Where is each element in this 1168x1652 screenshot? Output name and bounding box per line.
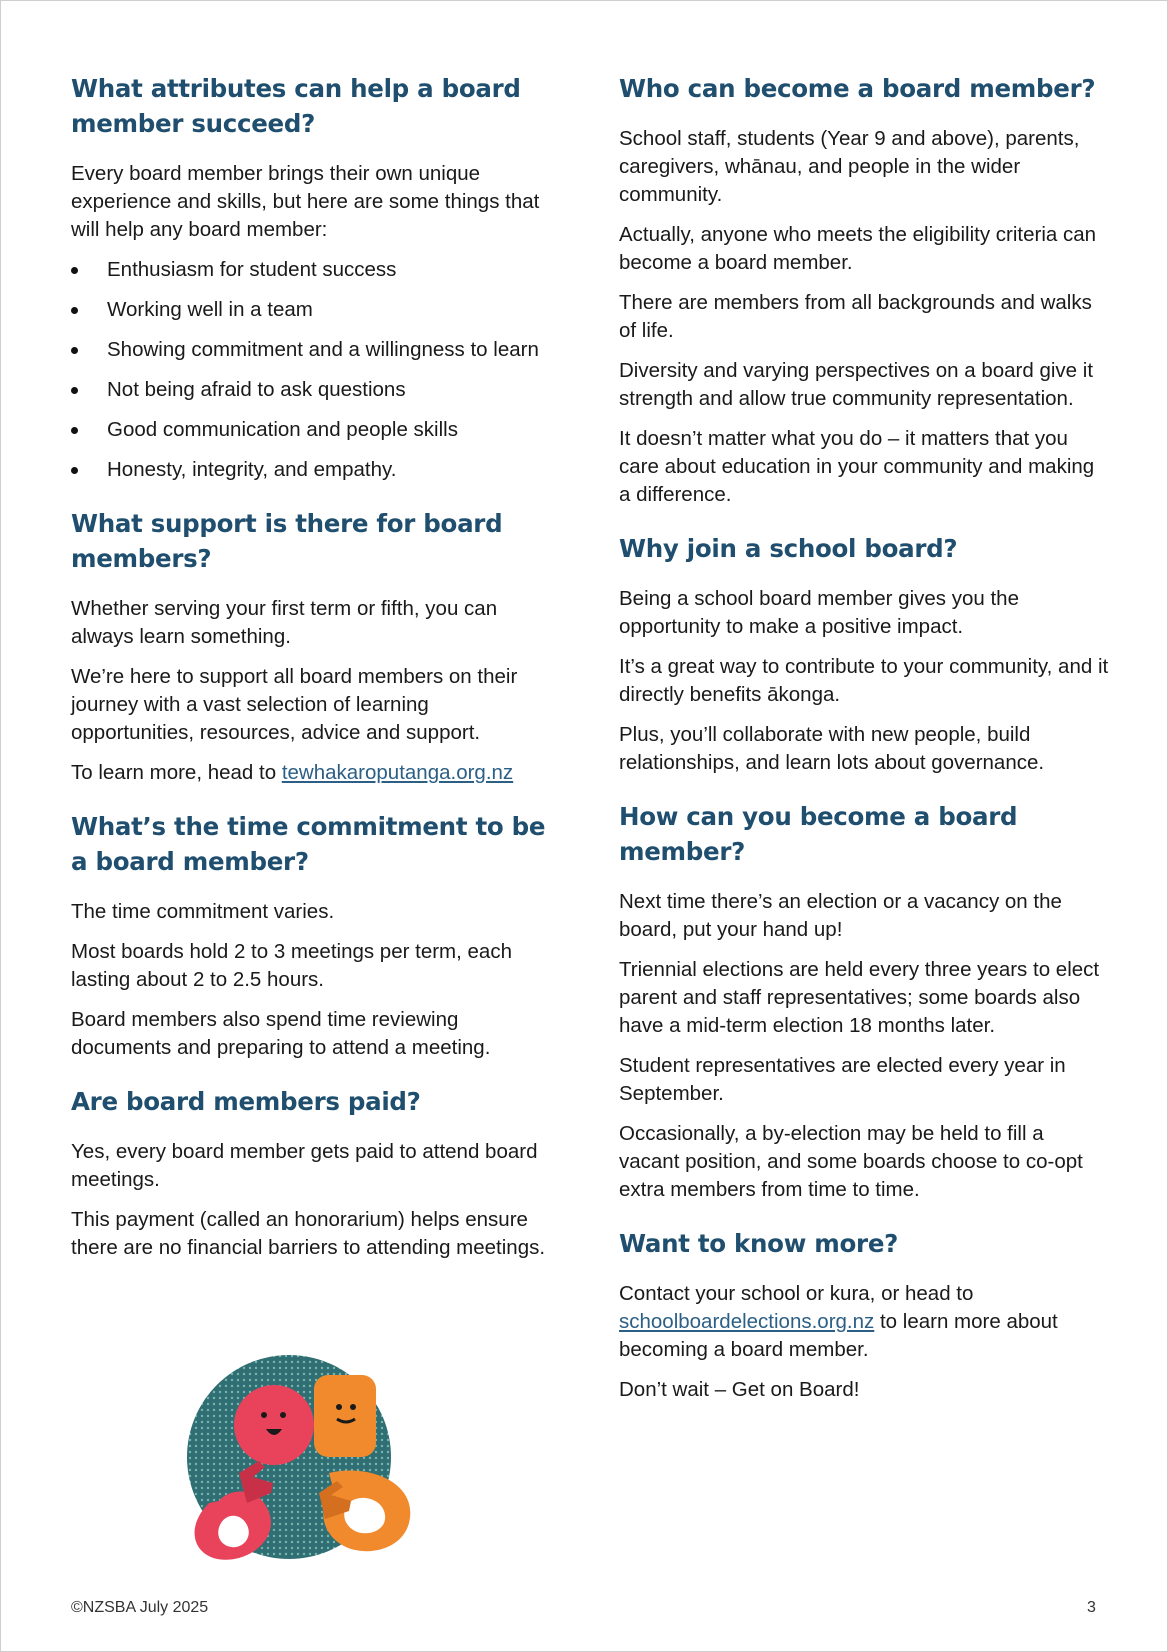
left-column xyxy=(71,71,551,1284)
time-commitment-heading: What’s the time commitment to be a board member? xyxy=(71,812,546,876)
why-heading: Why join a school board? xyxy=(619,534,958,563)
who-paragraph-2: Actually, anyone who meets the eligibility criteria can become a board member. xyxy=(619,223,1097,274)
how-paragraph-3: Student representatives are elected every year in September. xyxy=(619,1054,1066,1105)
attributes-heading: What attributes can help a board member succeed? xyxy=(71,74,521,138)
bullet-icon xyxy=(71,467,78,474)
tewhakaroputanga-link[interactable]: tewhakaroputanga.org.nz xyxy=(281,761,514,784)
time-paragraph-3: Board members also spend time reviewing documents and preparing to attend a meeting. xyxy=(71,1008,491,1059)
who-paragraph-3: There are members from all backgrounds and walks of life. xyxy=(619,291,1092,342)
bullet-icon xyxy=(71,387,78,394)
list-item: Honesty, integrity, and empathy. xyxy=(71,456,551,484)
more-paragraph-2: Don’t wait – Get on Board! xyxy=(619,1378,860,1401)
how-heading: How can you become a board member? xyxy=(619,802,1018,866)
list-item: Working well in a team xyxy=(71,296,551,324)
paid-paragraph-1: Yes, every board member gets paid to attend board meetings. xyxy=(71,1140,538,1191)
two-characters-illustration xyxy=(169,1353,439,1573)
why-paragraph-2: It’s a great way to contribute to your community, and it directly benefits ākonga. xyxy=(619,655,1109,706)
attributes-section xyxy=(71,71,551,484)
how-paragraph-2: Triennial elections are held every three years to elect parent and staff representatives; some boards also have a mid-term election 18 months later. xyxy=(619,958,1100,1037)
more-heading: Want to know more? xyxy=(619,1229,899,1258)
who-section xyxy=(619,71,1109,509)
why-section xyxy=(619,531,1109,777)
right-column xyxy=(619,71,1109,1426)
paid-heading: Are board members paid? xyxy=(71,1087,421,1116)
bullet-icon xyxy=(71,347,78,354)
bullet-icon xyxy=(71,267,78,274)
attributes-list xyxy=(71,256,551,484)
why-paragraph-3: Plus, you’ll collaborate with new people, build relationships, and learn lots about governance. xyxy=(619,723,1045,774)
more-section xyxy=(619,1226,1109,1404)
support-section xyxy=(71,506,551,787)
time-paragraph-2: Most boards hold 2 to 3 meetings per term, each lasting about 2 to 2.5 hours. xyxy=(71,940,512,991)
footer-copyright: ©NZSBA July 2025 xyxy=(71,1599,209,1616)
support-paragraph-1: Whether serving your first term or fifth, you can always learn something. xyxy=(71,597,498,648)
how-paragraph-4: Occasionally, a by-election may be held to fill a vacant position, and some boards choose to co-opt extra members from time to time. xyxy=(619,1122,1083,1201)
support-heading: What support is there for board members? xyxy=(71,509,503,573)
paid-paragraph-2: This payment (called an honorarium) helps ensure there are no financial barriers to attending meetings. xyxy=(71,1208,546,1259)
footer-page-number: 3 xyxy=(1087,1599,1096,1616)
time-paragraph-1: The time commitment varies. xyxy=(71,900,335,923)
who-paragraph-4: Diversity and varying perspectives on a board give it strength and allow true community representation. xyxy=(619,359,1094,410)
bullet-icon xyxy=(71,307,78,314)
paid-section xyxy=(71,1084,551,1262)
attributes-intro: Every board member brings their own unique experience and skills, but here are some things that will help any board member: xyxy=(71,162,540,241)
more-paragraph-1: Contact your school or kura, or head to schoolboardelections.org.nz to learn more about becoming a board member. xyxy=(619,1282,1058,1361)
who-paragraph-5: It doesn’t matter what you do – it matters that you care about education in your community and making a difference. xyxy=(619,427,1095,506)
how-section xyxy=(619,799,1109,1204)
list-item: Not being afraid to ask questions xyxy=(71,376,551,404)
bullet-icon xyxy=(71,427,78,434)
time-commitment-section xyxy=(71,809,551,1062)
support-paragraph-3: To learn more, head to tewhakaroputanga.org.nz xyxy=(71,761,514,784)
support-paragraph-2: We’re here to support all board members on their journey with a vast selection of learning opportunities, resources, advice and support. xyxy=(71,665,518,744)
why-paragraph-1: Being a school board member gives you the opportunity to make a positive impact. xyxy=(619,587,1019,638)
how-paragraph-1: Next time there’s an election or a vacancy on the board, put your hand up! xyxy=(619,890,1062,941)
who-paragraph-1: School staff, students (Year 9 and above), parents, caregivers, whānau, and people in the wider community. xyxy=(619,127,1080,206)
list-item: Good communication and people skills xyxy=(71,416,551,444)
list-item: Enthusiasm for student success xyxy=(71,256,551,284)
schoolboardelections-link[interactable]: schoolboardelections.org.nz xyxy=(619,1310,875,1333)
who-heading: Who can become a board member? xyxy=(619,74,1096,103)
list-item: Showing commitment and a willingness to learn xyxy=(71,336,551,364)
